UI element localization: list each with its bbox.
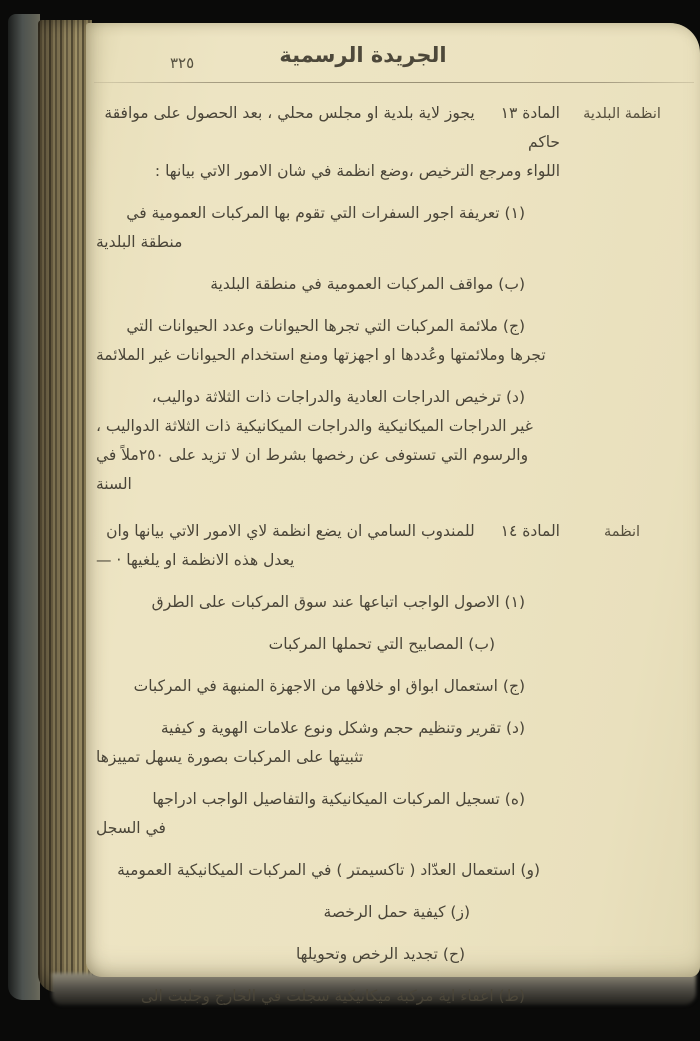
text-line: في السجل: [96, 819, 166, 837]
text-line: تجرها وملائمتها وعُددها او اجهزتها ومنع استخدام الحيوانات غير الملائمة: [96, 346, 546, 364]
list-item-line: (١) تعريفة اجور السفرات التي تقوم بها المركبات العمومية في: [126, 204, 525, 222]
article-number: المادة ١٤: [500, 522, 560, 540]
list-item-line: (ح) تجديد الرخص وتحويلها: [295, 945, 465, 963]
page-number: ٣٢٥: [170, 54, 195, 72]
margin-note: انظمة البلدية: [583, 106, 661, 122]
list-item-line: (ج) ملائمة المركبات التي تجرها الحيوانات وعدد الحيوانات التي: [126, 317, 525, 335]
text-line: [96, 517, 560, 546]
list-item-line: (ب) المصابيح التي تحملها المركبات: [268, 635, 495, 653]
text-line: منطقة البلدية: [96, 233, 183, 251]
text-line: تثبيتها على المركبات بصورة يسهل تمييزها: [96, 748, 364, 766]
text-line: [96, 99, 560, 157]
header-rule: [94, 82, 694, 83]
list-item-line: (ز) كيفية حمل الرخصة: [323, 903, 470, 921]
list-item-line: (د) ترخيص الدراجات العادية والدراجات ذات الثلاثة دواليب،: [151, 388, 525, 406]
text-line-body: يجوز لاية بلدية او مجلس محلي ، بعد الحصول على موافقة حاكم: [104, 104, 560, 151]
text-line-body: للمندوب السامي ان يضع انظمة لاي الامور الاتي بيانها وان: [106, 522, 475, 540]
page-edge-stack: [38, 20, 92, 992]
page-content: [96, 99, 661, 1011]
list-item-line: (١) الاصول الواجب اتباعها عند سوق المركبات على الطرق: [151, 593, 525, 611]
text-line: اللواء ومرجع الترخيص ،وضع انظمة في شان الامور الاتي بيانها :: [154, 162, 560, 180]
list-item-line: (د) تقرير وتنظيم حجم وشكل ونوع علامات الهوية و كيفية: [160, 719, 525, 737]
article-14: [96, 517, 641, 1011]
list-item-line: (ج) استعمال ابواق او خلافها من الاجهزة المنبهة في المركبات: [133, 677, 525, 695]
article-13: [96, 99, 661, 499]
text-line: يعدل هذه الانظمة او يلغيها · —: [96, 551, 295, 569]
gazette-page: [86, 23, 700, 1005]
page-title: الجريدة الرسمية: [279, 43, 447, 67]
text-line: والرسوم التي تستوفى عن رخصها بشرط ان لا تزيد على ٢٥٠ملاً في السنة: [96, 446, 529, 493]
book-spine: [8, 14, 40, 1000]
list-item-line: (و) استعمال العدّاد ( تاكسيمتر ) في المركبات الميكانيكية العمومية: [117, 861, 540, 879]
margin-note: انظمة: [603, 524, 641, 540]
list-item-line: (ب) مواقف المركبات العمومية في منطقة البلدية: [210, 275, 525, 293]
list-item-line: (ط) اعفاء اية مركبة ميكانيكية سجلت في الخارج وجلبت الى: [140, 987, 525, 1005]
text-line: غير الدراجات الميكانيكية والدراجات الميكانيكية ذات الثلاثة الدواليب ،: [96, 417, 533, 435]
list-item-line: (ه) تسجيل المركبات الميكانيكية والتفاصيل الواجب ادراجها: [152, 790, 525, 808]
article-number: المادة ١٣: [500, 104, 560, 122]
